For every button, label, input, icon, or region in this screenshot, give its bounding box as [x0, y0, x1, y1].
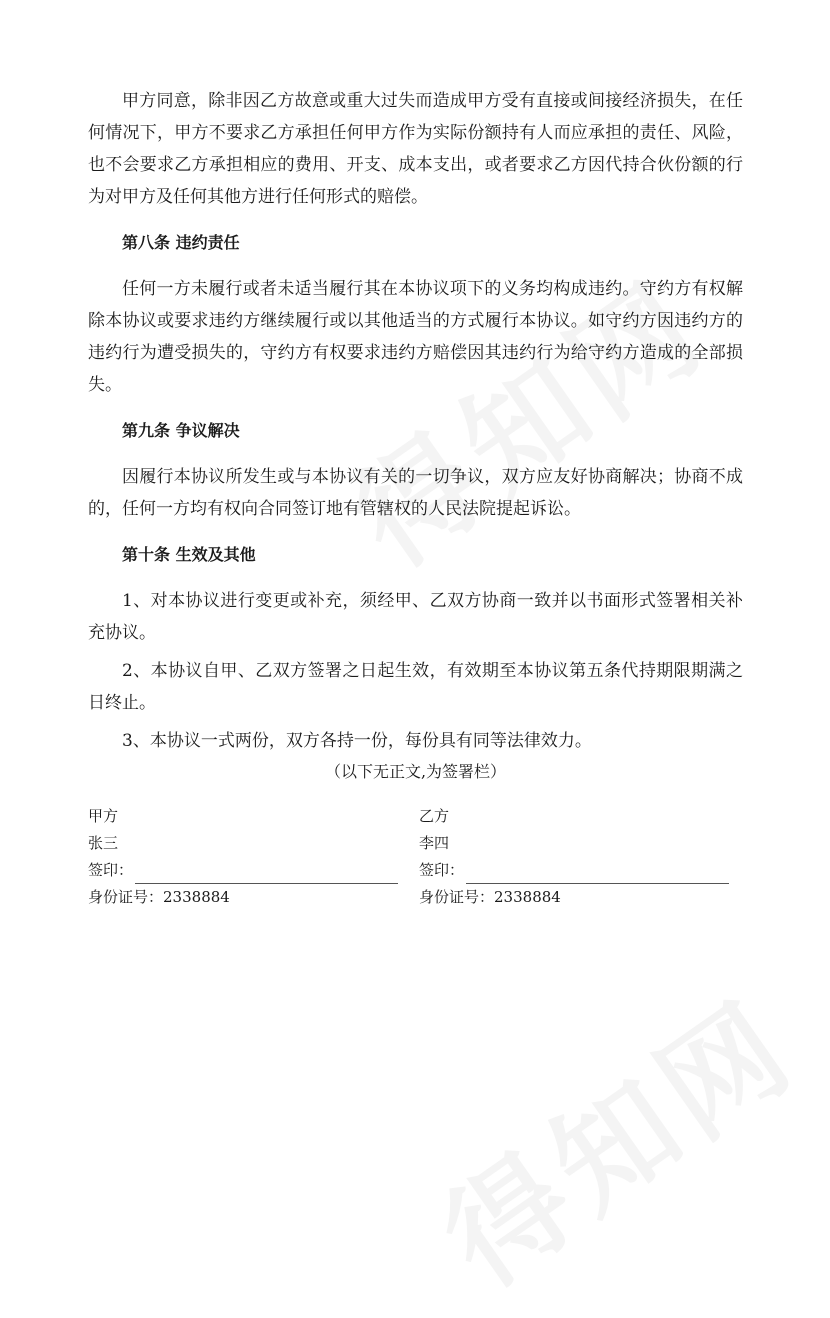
paragraph-article-10-item-3: 3、本协议一式两份，双方各持一份，每份具有同等法律效力。: [122, 731, 592, 751]
paragraph-article-10-item-1: 1、对本协议进行变更或补充，须经甲、乙双方协商一致并以书面形式签署相关补充协议。: [88, 591, 743, 643]
no-text-below-note: （以下无正文,为签署栏）: [324, 762, 507, 781]
contract-body: [88, 85, 743, 787]
paragraph-article-10-item-2: 2、本协议自甲、乙双方签署之日起生效，有效期至本协议第五条代持期限期满之日终止。: [88, 661, 743, 713]
party-a-sign-label: 签印：: [88, 861, 134, 879]
party-b-sign-label: 签印：: [419, 861, 465, 879]
paragraph-article-9: 因履行本协议所发生或与本协议有关的一切争议，双方应友好协商解决；协商不成的，任何一方均有权向合同签订地有管辖权的人民法院提起诉讼。: [88, 467, 743, 519]
heading-article-9: 第九条 争议解决: [122, 421, 240, 440]
heading-article-10: 第十条 生效及其他: [122, 545, 256, 564]
party-b-label: 乙方: [419, 807, 450, 825]
party-a-id-value: 2338884: [163, 888, 230, 906]
party-a-signature-block: [88, 803, 398, 911]
heading-article-8: 第八条 违约责任: [122, 233, 240, 252]
party-a-id-label: 身份证号：: [88, 888, 164, 906]
party-a-label: 甲方: [88, 807, 119, 825]
party-b-id-label: 身份证号：: [419, 888, 495, 906]
party-b-signature-line[interactable]: [466, 864, 729, 884]
watermark-bottom: [406, 954, 824, 1318]
party-b-id-value: 2338884: [494, 888, 561, 906]
party-a-name: 张三: [88, 834, 119, 852]
party-b-signature-block: [419, 803, 729, 911]
paragraph-indemnity: 甲方同意，除非因乙方故意或重大过失而造成甲方受有直接或间接经济损失，在任何情况下，甲方不要求乙方承担任何甲方作为实际份额持有人而应承担的责任、风险，也不会要求乙方承担相应的费用、开支、成本支出，或者要求乙方因代持合伙份额的行为对甲方及任何其他方进行任何形式的赔偿。: [88, 91, 743, 207]
paragraph-article-8: 任何一方未履行或者未适当履行其在本协议项下的义务均构成违约。守约方有权解除本协议或要求违约方继续履行或以其他适当的方式履行本协议。如守约方因违约方的违约行为遭受损失的，守约方有权要求违约方赔偿因其违约行为给守约方造成的全部损失。: [88, 279, 743, 395]
party-b-name: 李四: [419, 834, 450, 852]
party-a-signature-line[interactable]: [135, 864, 398, 884]
